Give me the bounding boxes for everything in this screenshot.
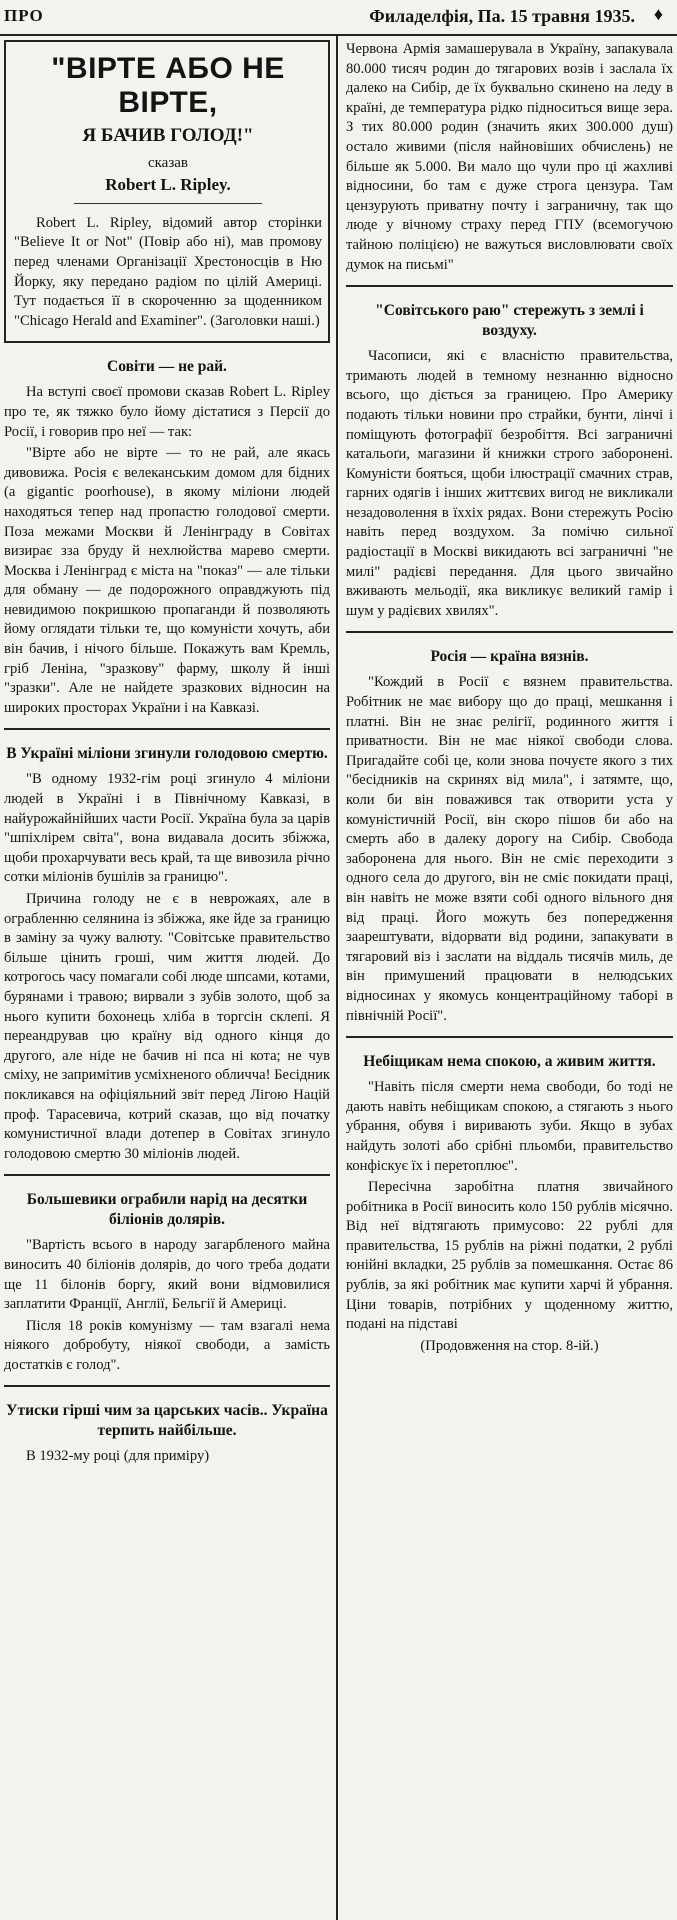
section-heading: Росія — країна вязнів.	[430, 648, 589, 666]
section-rule	[346, 285, 673, 287]
section-heading: Большевики ограбили нарід на десятки біліонів долярів.	[26, 1191, 308, 1229]
section-rule	[346, 631, 673, 633]
article-subtitle: Я БАЧИВ ГОЛОД!"	[82, 125, 254, 146]
section-heading: Утиски гірші чим за царських часів.. Україна терпить найбільше.	[6, 1402, 328, 1440]
section-rule	[4, 728, 330, 730]
section-rule	[4, 1174, 330, 1176]
paragraph: На вступі своєї промови сказав Robert L. Ripley про те, як тяжко було йому дістатися з Персії до Росії, і говорив про неї — так:	[4, 384, 330, 440]
paragraph: Часописи, які є власністю правительства, тримають людей в темному незнанню відносно всього, що діється за границею. Про Америку подають тільки новини про страйки, бунти, лінчі і поміщують фотографії безробіття. Всі заграничні катальоґи, магазини й книжки строго заборонені. Комуністи бояться, щоби ілюстрації смачних страв, гарних одягів і інших життєвих вигод не викликали незадоволення в їххіх рядах. Вони стережуть Росію навіть перед воздухом. За помічю сильної радіостації в Москві викидають всі заграничні "не милі" радієві передання. Для цього звичайно вживають мельодії, яка викликує великий гамір і шум у радієвих хвилях".	[346, 348, 673, 619]
section-heading: Небіщикам нема спокою, а живим життя.	[363, 1053, 656, 1071]
section-oppression	[4, 1401, 330, 1467]
byline-intro: сказав	[147, 154, 189, 171]
section-heading: "Совітського раю" стережуть з землі і воздуху.	[375, 302, 644, 340]
section-prisoners	[346, 647, 673, 1026]
article-intro: Robert L. Ripley, відомий автор сторінки "Believe It or Not" (Повір або ні), мав промову перед членами Організації Хрестоносців в Ню Йорку, яку передано радіом по цілій Америці. Тут подається її в скороченню за щоденником "Chicago Herald and Examiner". (Заголовки наші.)	[14, 214, 322, 329]
section-heading: Совіти — не рай.	[107, 358, 227, 376]
paragraph: В 1932-му році (для приміру)	[26, 1448, 210, 1465]
article-title-box	[4, 40, 330, 343]
title-rule	[74, 203, 262, 204]
continuation-paragraph: Червона Армія замашерувала в Україну, запакувала 80.000 тисяч родин до тягарових возів і заслала їх далеко на Сибір, де їх буквально скинено на леду в країні, де температура рідко підноситься вище зера. З тих 80.000 родин (значить яких 300.000 душ) осталo живими (після найновіших обчислень) не більше як 5.000. Ви мало що чули про ці жахливі відносини, бо там є дуже строга цензура. Там цензурують приватну почту і заграничну, так що люде у вічному страху перед ГПУ (всемогучою тайною поліцією) не важуться висловлювати своїх думок на письмі"	[346, 41, 673, 273]
section-censorship	[346, 301, 673, 621]
column-divider	[336, 36, 338, 1920]
paragraph: Пересічна заробітна платня звичайного робітника в Росії виносить коло 150 рублів місячно. Від неї відтягають примусово: 22 рублі для правительства, 15 рублів на ріжні податки, 2 рублі юнійні вкладки, 25 рублів за помешкання. Остає 86 рублів, за які робітник має купити харчі й убрання. Ціни товарів, потрібних у щоденному життю, подані на підставі	[346, 1179, 673, 1333]
section-robbery	[4, 1190, 330, 1375]
right-column	[346, 40, 673, 1916]
paragraph: "В одному 1932-гім році згинуло 4 міліони людей в Україні і в Північному Кавказі, в найурожайнійших части Росії. Україна була за царів "шпіхлірем світа", вона видавала досить збіжжа, щоби прохарчувати весь край, та ще вивозила річно сотки міліонів бушілів за границю".	[4, 771, 330, 886]
paragraph: "Кождий в Росії є вязнем правительства. Робітник не має вибору що до праці, мешкання і платні. Він не знає релігії, родинного життя і приватности. Він не має ніякої свободи слова. Пригадайте собі це, коли знова почуєте якого з тих "бесідників на скринях від мила", і затямте, що, коли би він поважився так отворити уста у комуністичній Росії, він скоро пішов би або на смерть або в далеку дорогу на Сибір. Свобода заборонена для нього. Він не сміє переходити з одного села до другого, він не сміє покидати праці, він навіть не може взяти собі одного вільного дня від праці. Його можуть без попередження заарештувати, відорвати від родини, запакувати в тягаровий віз і заслати на віддаль тисячів миль, де він примушений працювати в нелюдських відносинах у якомусь концентраційному таборі в північній Росії".	[346, 674, 673, 1024]
paragraph: "Вартість всього в народу загарбленого майна виносить 40 біліонів долярів, до чого треба додати ще 11 білонів боргу, який вони відмовилися заплатити Франції, Англії, Бельгії й Америці.	[4, 1237, 330, 1313]
section-sovity	[4, 357, 330, 718]
page-header	[0, 0, 677, 36]
paragraph: Після 18 років комунізму — там взагалі нема ніякого добробуту, ніякої свободи, а замість достатків є голод".	[4, 1317, 330, 1373]
header-masthead-fragment: ПРО	[4, 6, 44, 25]
section-dead-no-peace	[346, 1052, 673, 1356]
header-dateline: Филаделфія, Па. 15 травня 1935.	[369, 6, 635, 26]
article-title: "ВІРТЕ АБО НЕ ВІРТЕ,	[51, 52, 285, 119]
section-rule	[4, 1385, 330, 1387]
paragraph: Причина голоду не є в неврожаях, але в ограбленню селянина із збіжжа, яке йде за границю в заміну за чужу валюту. "Совітське правительство більше цінить гроші, чим життя людей. До котрогось часу помагали собі люде шпсами, котами, бурянами і травою; вирвали з зубів золото, щоб за нього купити бохонець хліба в торгсін склепі. Я переандрував цю країну від одного кінця до другого, але ніде не бачив ні пса ні кота; не чув сміху, не запримітив усміхненого обличча! Бесідник покликався на офіціяльний звіт перед Лігою Націй проф. Тарасевича, котрий сказав, що від початку комунистичної влади дотепер в Совітах згинуло голодовою смертю 30 міліонів людей.	[4, 891, 330, 1162]
section-famine	[4, 744, 330, 1164]
byline-name: Robert L. Ripley.	[105, 175, 231, 195]
section-rule	[346, 1036, 673, 1038]
paragraph: "Вірте або не вірте — то не рай, але якась дивовижа. Росія є велеканським домом для бідних (a gigantic poorhouse), в якому міліони людей находяться тепер над пропастю голодової смерти. Поза межами Москви й Ленінграду в Совітах визирає зза бруду й нехлюйства марево смерти. Москва і Ленінград є міста на "показ" — але тільки для обману — де подорожного оправджують під невидимою покришкою пропаганди й позволяють йому оглядати тільки те, що комуністи хочуть, аби він бачив, і нічого більше. Покажуть вам Кремль, гріб Леніна, "зразкову" фарму, школу й інші "зразки". Але не найдете зразкових відносин на широких просторах України і на Кавказі.	[4, 445, 330, 716]
section-heading: В Україні міліони згинули голодовою смертю.	[6, 745, 328, 763]
continued-note: (Продовження на стор. 8-ій.)	[420, 1337, 599, 1354]
ink-spot-icon: ♦	[653, 4, 663, 24]
paragraph: "Навіть після смерти нема свободи, бо тоді не дають навіть небіщикам спокою, а стягають з нього убрання, обувя і виривають зуби. Якщо в зубах найдуть золоті або срібні пльомби, правительство конфіскує їх і перетоплює".	[346, 1079, 673, 1174]
left-column	[4, 40, 330, 1916]
